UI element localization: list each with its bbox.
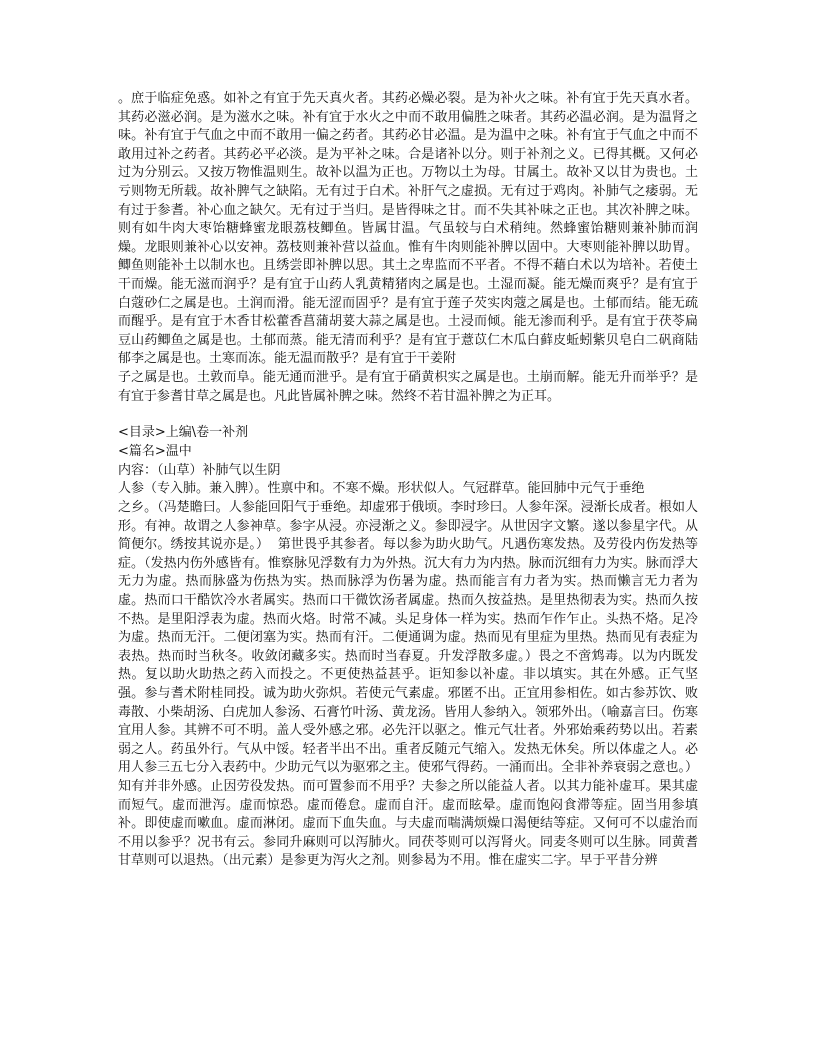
- content-label: 内容：（山草）补肺气以生阴: [118, 462, 281, 478]
- document-page: [118, 90, 698, 1030]
- main-paragraph: 人参（专入肺。兼入脾）。性禀中和。不寒不燥。形状似人。气冠群草。能回肺中元气于垂绝 之乡。（冯楚瞻曰。人参能回阳气于垂绝。却虚邪于俄顷。李时珍曰。人参年深。浸渐长成者。根如人形。有神。故谓之人参神草。参字从浸。亦浸渐之义。参即浸字。从世因字文繁。遂以参星字代。从简便尔。绣按其说亦是。） 第世畏乎其参者。每以参为助火助气。凡遇伤寒发热。及劳役内伤发热等症。（发热内伤外感皆有。惟察脉见浮数有力为外热。沉大有力为内热。脉而沉细有力为实。脉而浮大无力为虚。热而脉盛为伤热为实。热而脉浮为伤暑为虚。热而能言有力者为实。热而懒言无力者为虚。热而口干酷饮冷水者属实。热而口干微饮汤者属虚。热而久按益热。是里热彻表为实。热而久按不热。是里阳浮表为虚。热而火烙。时常不减。头足身体一样为实。热而乍作乍止。头热不烙。足冷为虚。热而无汗。二便闭塞为实。热而有汗。二便通调为虚。热而见有里症为里热。热而见有表症为表热。热而时当秋冬。收敛闭藏多实。热而时当春夏。升发浮散多虚。）畏之不啻鸩毒。以为内既发热。复以助火助热之药入而投之。不更使热益甚乎。讵知参以补虚。非以填实。其在外感。正气坚强。参与耆术附桂同投。诚为助火弥炽。若使元气素虚。邪匿不出。正宜用参相佐。如古参苏饮、败毒散、小柴胡汤、白虎加人参汤、石膏竹叶汤、黄龙汤。皆用人参纳入。领邪外出。（喻嘉言曰。伤寒宜用人参。其辨不可不明。盖人受外感之邪。必先汗以驱之。惟元气壮者。外邪始乘药势以出。若素弱之人。药虽外行。气从中馁。轻者半出不出。重者反随元气缩入。发热无休矣。所以体虚之人。必用人参三五七分入表药中。少助元气以为驱邪之主。使邪气得药。一涌而出。全非补养衰弱之意也。）知有并非外感。止因劳役发热。而可置参而不用乎？夫参之所以能益人者。以其力能补虚耳。果其虚而短气。虚而泄泻。虚而惊恐。虚而倦怠。虚而自汗。虚而眩晕。虚而饱闷食滞等症。固当用参填补。即使虚而嗽血。虚而淋闭。虚而下血失血。与夫虚而喘满烦燥口渴便结等症。又何可不以虚治而不用以参乎？况书有云。参同升麻则可以泻肺火。同茯苓则可以泻肾火。同麦冬则可以生脉。同黄耆甘草则可以退热。（出元素）是参更为泻火之剂。则参曷为不用。惟在虚实二字。早于平昔分辨: [118, 481, 698, 869]
- paragraph-gap: [118, 406, 698, 424]
- chapter-line: <篇名>温中: [118, 443, 192, 459]
- intro-paragraph: 。庶于临症免惑。如补之有宜于先天真火者。其药必燥必裂。是为补火之味。补有宜于先天真水者。其药必滋必润。是为滋水之味。补有宜于水火之中而不敢用偏胜之味者。其药必温必润。是为温肾之味。补有宜于气血之中而不敢用一偏之药者。其药必甘必温。是为温中之味。补有宜于气血之中而不敢用过补之药者。其药必平必淡。是为平补之味。合是诸补以分。则于补剂之义。已得其概。又何必过为分别云。又按万物惟温则生。故补以温为正也。万物以土为母。甘属土。故补又以甘为贵也。土亏则物无所载。故补脾气之缺陷。无有过于白术。补肝气之虚损。无有过于鸡肉。补肺气之痿弱。无有过于参耆。补心血之缺欠。无有过于当归。是皆得味之甘。而不失其补味之正也。其次补脾之味。则有如牛肉大枣饴糖蜂蜜龙眼荔枝鲫鱼。皆属甘温。气虽较与白术稍纯。然蜂蜜饴糖则兼补肺而润燥。龙眼则兼补心以安神。荔枝则兼补营以益血。惟有牛肉则能补脾以固中。大枣则能补脾以助胃。鲫鱼则能补土以制水也。且绣尝即补脾以思。其土之卑监而不平者。不得不藉白术以为培补。若使土干而燥。能无滋而润乎？是有宜于山药人乳黄精猪肉之属是也。土湿而凝。能无燥而爽乎？是有宜于白蔻砂仁之属是也。土润而滑。能无涩而固乎？是有宜于莲子芡实肉蔻之属是也。土郁而结。能无疏而醒乎。是有宜于木香甘松藿香菖蒲胡荽大蒜之属是也。土浸而倾。能无渗而利乎。是有宜于茯苓扁豆山药鲫鱼之属是也。土郁而蒸。能无清而利乎？是有宜于薏苡仁木瓜白藓皮蚯蚓紫贝皂白二矾商陆郁李之属是也。土寒而冻。能无温而散乎？是有宜于干姜附 子之属是也。土敦而阜。能无通而泄乎。是有宜于硝黄枳实之属是也。土崩而解。能无升而举乎？是有宜于参耆甘草之属是也。凡此皆属补脾之味。然终不若甘温补脾之为正耳。: [118, 91, 698, 404]
- catalog-line: <目录>上编\卷一补剂: [118, 425, 249, 441]
